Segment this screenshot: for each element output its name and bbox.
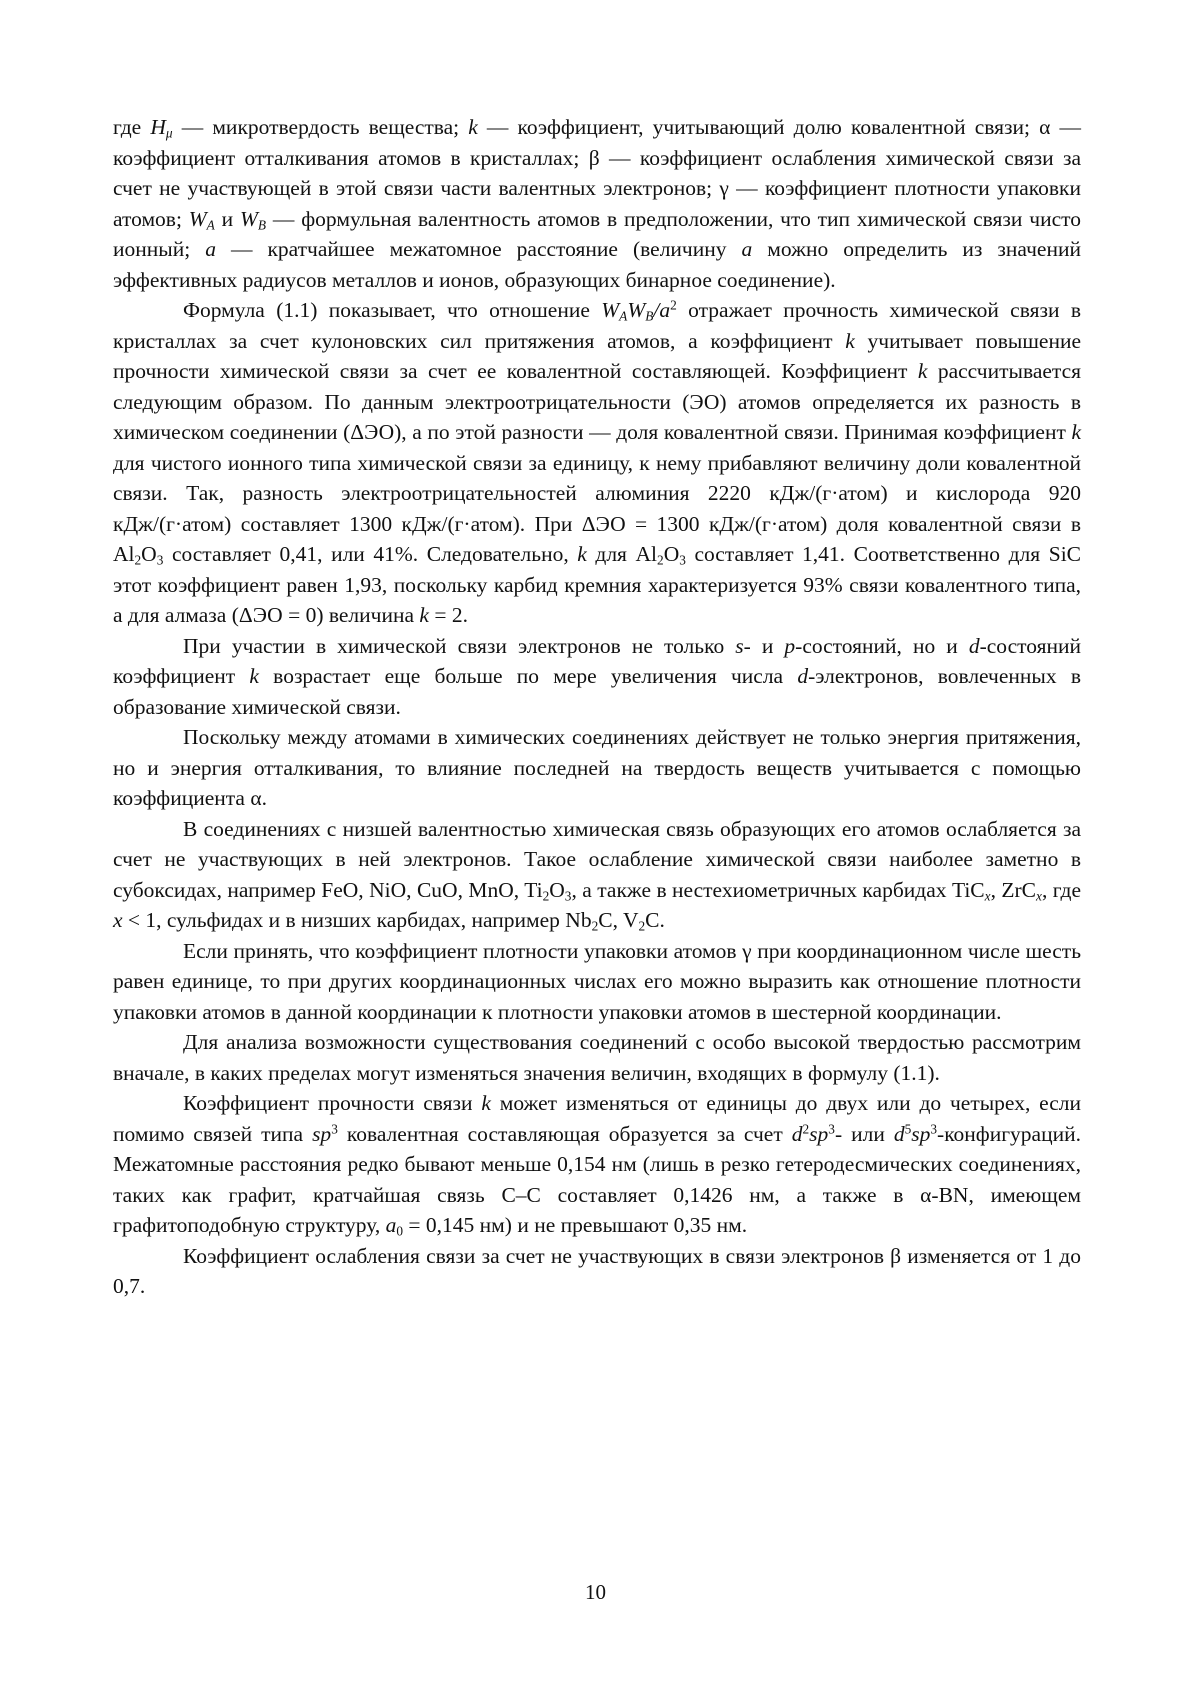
subscript: A	[619, 308, 628, 324]
text: где	[113, 115, 151, 139]
subscript: 3	[679, 552, 686, 568]
symbol-W: W	[188, 206, 207, 231]
symbol-k: k	[577, 542, 587, 566]
text: = 0,145 нм) и не превышают 0,35 нм.	[403, 1213, 748, 1237]
symbol-d: d	[797, 664, 809, 688]
symbol-d: d	[893, 1121, 905, 1146]
subscript: 0	[396, 1223, 404, 1239]
text: , где	[1041, 877, 1081, 902]
page-number: 10	[585, 1580, 606, 1604]
subscript: 2	[134, 552, 142, 568]
symbol-k: k	[481, 1091, 491, 1115]
text: — кратчайшее межатомное расстояние (величину	[215, 237, 742, 261]
subscript: 2	[638, 918, 646, 934]
symbol-a: a	[741, 237, 753, 261]
symbol-a: a	[205, 237, 216, 261]
symbol-k: k	[249, 664, 259, 688]
text: -электронов, вовлеченных в образование химической связи.	[113, 664, 1082, 719]
symbol-a: a	[385, 1213, 397, 1237]
subscript: 2	[542, 887, 550, 903]
symbol-sp: sp	[312, 1121, 332, 1146]
text: Коэффициент прочности связи	[183, 1091, 482, 1115]
symbol-x: x	[113, 908, 123, 932]
text: - и	[743, 633, 785, 658]
subscript: 3	[156, 552, 164, 568]
symbol-k: k	[468, 115, 478, 139]
text: -состояний, но и	[795, 633, 969, 658]
text: и	[214, 206, 240, 231]
superscript: 5	[904, 1121, 912, 1137]
text: = 2.	[428, 603, 468, 627]
paragraph-7: Для анализа возможности существования соединений с особо высокой твердостью рассмотрим вначале, в каких пределах могут изменяться значения величин, входящих в формулу (1.1).	[113, 1030, 1081, 1085]
text: — коэффициент, учитывающий долю ковалентной связи; α — коэффициент отталкивания атомов в кристаллах; β — коэффициент ослабления химической связи за счет не участвующей в этой связи части валентных электронов; γ — коэффициент плотности упаковки атомов;	[113, 115, 1082, 231]
superscript: 3	[828, 1121, 835, 1137]
paragraph-6: Если принять, что коэффициент плотности упаковки атомов γ при координационном числе шесть равен единице, то при других координационных числах его можно выразить как отношение плотности упаковки атомов в данной координации к плотности упаковки атомов в шестерной координации.	[113, 938, 1081, 1024]
text: составляет 1,41. Соответственно для SiC этот коэффициент равен 1,93, поскольку карбид кремния характеризуется 93% связи ковалентного типа, а для алмаза (ΔЭО = 0) величина	[113, 542, 1082, 627]
subscript: B	[257, 216, 267, 232]
text: - или	[834, 1121, 894, 1146]
subscript: 2	[657, 552, 664, 568]
paragraph-4: Поскольку между атомами в химических соединениях действует не только энергия притяжения, но и энергия отталкивания, то влияние последней на твердость веществ учитывается с помощью коэффициента α.	[113, 725, 1081, 810]
symbol-s: s	[735, 633, 744, 658]
text: O	[549, 877, 565, 902]
text: При участии в химической связи электронов не только	[183, 633, 736, 658]
symbol-d: d	[968, 633, 980, 658]
subscript: 2	[591, 918, 599, 934]
text: O	[663, 542, 680, 566]
text: отражает прочность химической связи в кристаллах за счет кулоновских сил притяжения атомов, а коэффициент	[113, 298, 1081, 353]
symbol-k: k	[845, 328, 855, 353]
symbol-W: W	[627, 298, 646, 322]
text: можно определить из значений эффективных радиусов металлов и ионов, образующих бинарное соединение).	[113, 237, 1081, 292]
paragraph-5	[113, 814, 1081, 936]
superscript: 2	[802, 1121, 810, 1137]
text: C, V	[598, 908, 639, 932]
subscript: B	[645, 308, 654, 324]
text: — формульная валентность атомов в предположении, что тип химической связи чисто ионный;	[113, 206, 1081, 261]
text: возрастает еще больше по мере увеличения числа	[258, 664, 798, 688]
symbol-mu: μ	[165, 125, 173, 141]
text: O	[141, 542, 157, 566]
symbol-W: W	[240, 206, 258, 231]
symbol-x: x	[1036, 887, 1042, 903]
text: рассчитывается следующим образом. По данным электроотрицательности (ЭО) атомов определяется их разность в химическом соединении (ΔЭО), а по этой разности — доля ковалентной связи. Принимая коэффициент	[113, 359, 1082, 444]
paragraph-3	[113, 631, 1081, 723]
symbol-p: p	[784, 633, 796, 658]
symbol-k: k	[1071, 420, 1081, 444]
text: , ZrC	[990, 877, 1037, 902]
text: -конфигураций. Межатомные расстояния редко бывают меньше 0,154 нм (лишь в резко гетеродесмических соединениях, таких как графит, кратчайшая связь C–C составляет 0,1426 нм, а также в α-BN, имеющем графитоподобную структуру,	[113, 1121, 1081, 1237]
symbol-H: H	[150, 115, 166, 139]
symbol-x: x	[984, 887, 991, 903]
text: , а также в нестехиометричных карбидах TiC	[571, 877, 985, 902]
page-body	[113, 112, 1081, 1302]
symbol-d: d	[791, 1121, 803, 1146]
symbol-sp: sp	[809, 1121, 829, 1146]
subscript: A	[206, 216, 215, 232]
subscript: 3	[564, 887, 572, 903]
symbol-sp: sp	[911, 1121, 931, 1146]
text: для чистого ионного типа химической связи за единицу, к нему прибавляют величину доли ковалентной связи. Так, разность электроотрицательностей алюминия 2220 кДж/(г·атом) и кислорода 920 кДж/(г·атом) составляет 1300 кДж/(г·атом). При ΔЭО = 1300 кДж/(г·атом) доля ковалентной связи в Al	[113, 450, 1081, 566]
paragraph-1	[113, 112, 1081, 295]
superscript: 3	[331, 1121, 338, 1137]
paragraph-9: Коэффициент ослабления связи за счет не участвующих в связи электронов β изменяется от 1 до 0,7.	[113, 1243, 1081, 1298]
paragraph-8	[113, 1088, 1081, 1241]
text: для Al	[586, 542, 658, 566]
text: ковалентная составляющая образуется за счет	[337, 1121, 792, 1146]
text: составляет 0,41, или 41%. Следовательно,	[163, 542, 578, 566]
symbol-k: k	[419, 603, 429, 627]
superscript: 2	[670, 297, 677, 313]
symbol-W: W	[601, 298, 620, 322]
text: может изменяться от единицы до двух или до четырех, если помимо связей типа	[113, 1091, 1081, 1146]
paragraph-2	[113, 295, 1081, 631]
symbol-a: /a	[653, 298, 671, 322]
text: < 1, сульфидах и в низших карбидах, например Nb	[122, 908, 592, 932]
text: C.	[645, 908, 665, 932]
symbol-k: k	[917, 359, 928, 383]
superscript: 3	[930, 1121, 938, 1137]
text: учитывает повышение прочности химической связи за счет ее ковалентной составляющей. Коэффициент	[113, 328, 1082, 383]
text: -состояний коэффициент	[113, 633, 1081, 688]
text: Формула (1.1) показывает, что отношение	[183, 298, 602, 322]
text: В соединениях с низшей валентностью химическая связь образующих его атомов ослабляется за счет не участвующих в ней электронов. Такое ослабление химической связи наиболее заметно в субоксидах, например FeO, NiO, CuO, MnO, Ti	[113, 816, 1081, 902]
text: — микротвердость вещества;	[172, 115, 469, 139]
